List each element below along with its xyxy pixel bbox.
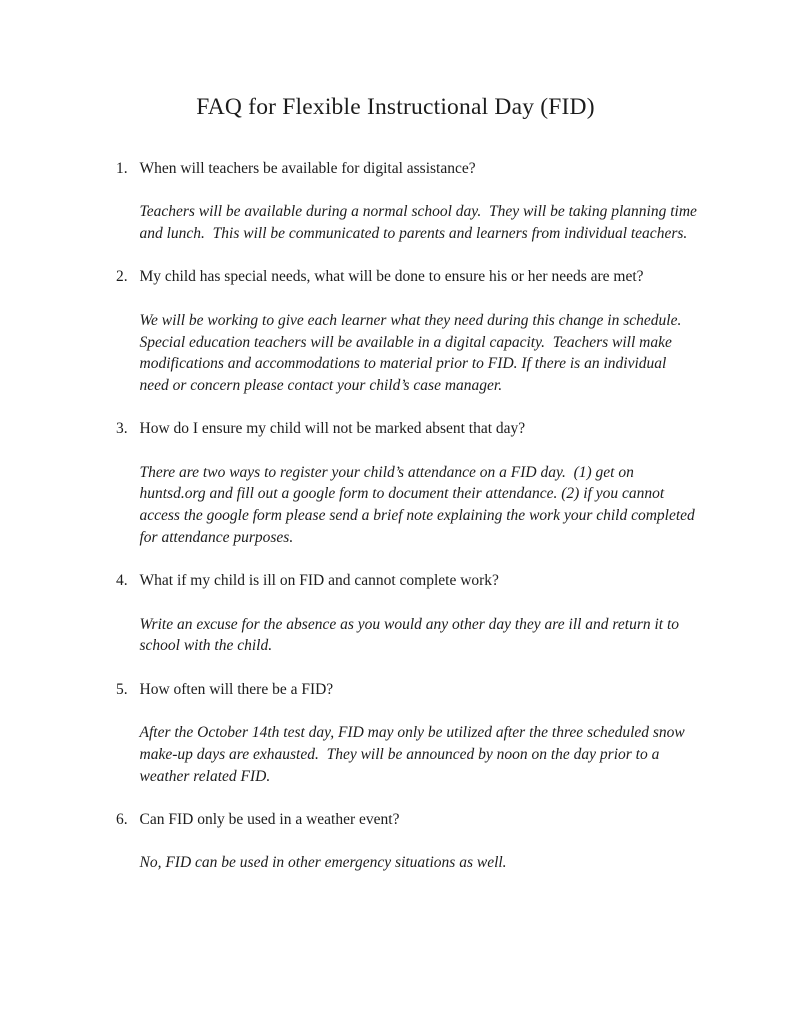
- question-text: How do I ensure my child will not be marked absent that day?: [139, 420, 526, 438]
- question-number: 2.: [116, 268, 128, 286]
- question-text: Can FID only be used in a weather event?: [139, 810, 400, 828]
- question-row: [116, 158, 698, 180]
- answer-text: Write an excuse for the absence as you would any other day they are ill and return it to school with the child.: [139, 615, 683, 655]
- question-row: [116, 679, 698, 701]
- question-text: My child has special needs, what will be done to ensure his or her needs are met?: [139, 268, 644, 286]
- faq-item: [116, 266, 698, 396]
- question-text: When will teachers be available for digital assistance?: [139, 160, 476, 177]
- answer-text: No, FID can be used in other emergency situations as well.: [139, 854, 507, 872]
- faq-item: [116, 679, 698, 788]
- question-number: 6.: [116, 810, 128, 828]
- faq-item: [116, 809, 698, 874]
- question-text: How often will there be a FID?: [139, 680, 334, 698]
- question-row: [116, 266, 698, 288]
- question-text: What if my child is ill on FID and cannot complete work?: [139, 572, 499, 590]
- faq-item: [116, 158, 701, 245]
- question-row: [116, 570, 698, 592]
- faq-item: [116, 570, 698, 657]
- answer-text: After the October 14th test day, FID may only be utilized after the three scheduled snow make-up days are exhausted. They will be announced by noon on the day prior to a weather related FID.: [139, 724, 689, 785]
- question-number: 5.: [116, 680, 128, 698]
- answer-text: Teachers will be available during a normal school day. They will be taking planning time and lunch. This will be communicated to parents and learners from individual teachers.: [139, 203, 701, 243]
- question-number: 4.: [116, 572, 128, 590]
- answer-text: There are two ways to register your child’s attendance on a FID day. (1) get on huntsd.org and fill out a google form to document their attendance. (2) if you cannot access the google form please send a brief note explaining the work your child completed for attendance purposes.: [139, 463, 699, 546]
- document-title: FAQ for Flexible Instructional Day (FID): [196, 94, 595, 120]
- question-number: 3.: [116, 420, 128, 438]
- faq-item: [116, 418, 698, 548]
- question-row: [116, 809, 698, 831]
- faq-list: [0, 158, 791, 874]
- question-number: 1.: [116, 160, 128, 177]
- answer-text: We will be working to give each learner what they need during this change in schedule. Special education teachers will be available in a digital capacity. Teachers will make modifications and accommodations to material prior to FID. If there is an individual need or concern please contact your child’s case manager.: [139, 311, 686, 394]
- question-row: [116, 418, 698, 440]
